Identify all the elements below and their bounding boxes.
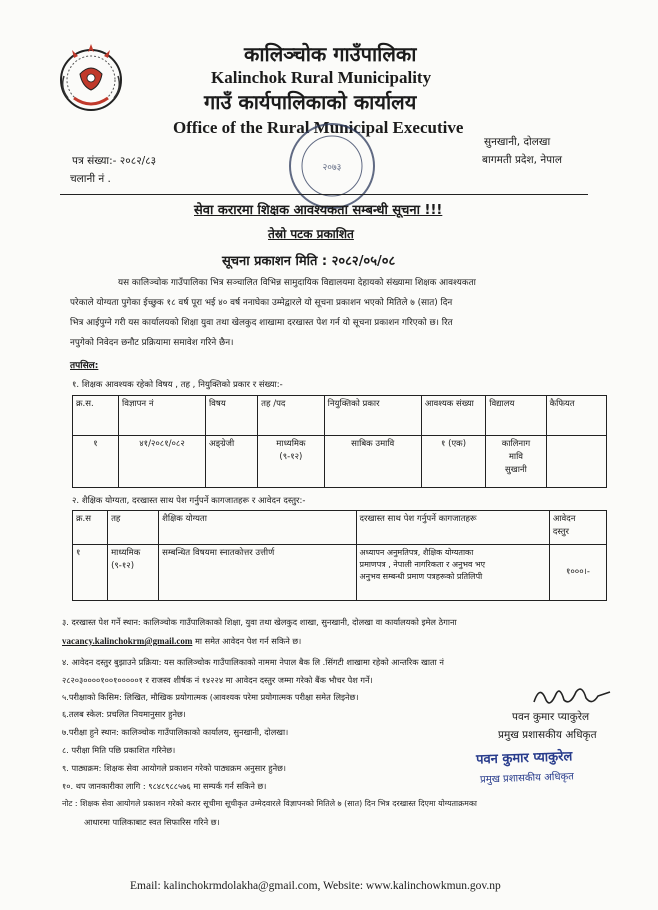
signatory-name: पवन कुमार प्याकुरेल [512,711,590,723]
header-appointment-type: नियुक्तिको प्रकार [324,396,421,436]
cell-documents [356,545,549,601]
note-4-line-1: ४. आवेदन दस्तुर बुझाउने प्रक्रिया: यस कालिञ्चोक गाउँपालिकाको नाममा नेपाल बैक लि .सिंगटी शाखामा रहेको आन्तरिक खाता नं [62,657,444,667]
cell-sn: १ [73,436,119,488]
header-subject: विषय [205,396,257,436]
note-10: १०. थप जानकारीका लागि : ९८४८९८८५७६ मा सम्पर्क गर्न सकिने छ। [62,781,267,791]
header-sn: क्र.स [73,511,108,545]
cell-school [486,436,546,488]
table-header-row [73,396,607,436]
cell-school-c: सुखानी [505,464,527,475]
letter-number: पत्र संख्या:- २०८२/८३ [72,155,157,167]
cell-qualification: सम्बन्धित विषयमा स्नातकोत्तर उत्तीर्ण [159,545,356,601]
body-line-3: भित्र आईपुग्ने गरी यस कार्यालयको शिक्षा युवा तथा खेलकुद शाखामा दरखास्त पेश गर्न यो सूचना प्रकाशन गरिएको छ। रित [70,318,453,328]
note-3-line-1: ३. दरखास्त पेश गर्ने स्थान: कालिञ्चोक गाउँपालिकाको शिक्षा, युवा तथा खेलकुद शाखा, सुनखानी, दोलखा वा कार्यालयको इमेल ठेगाना [62,617,457,627]
footer-contact: Email: kalinchokrmdolakha@gmail.com, Website: www.kalinchowkmun.gov.np [130,880,501,892]
cell-remarks [546,436,606,488]
cell-school-b: मावि [508,451,524,462]
address-line-2: बागमती प्रदेश, नेपाल [482,154,562,166]
cell-level-b: (९-१२) [279,451,303,462]
office-seal-stamp [286,120,378,212]
address-line-1: सुनखानी, दोलखा [484,136,551,148]
nepal-emblem-icon [50,36,132,118]
note-3-line-2 [62,636,301,647]
notice-title: सेवा करारमा शिक्षक आवश्यकता सम्बन्धी सूचना !!! [194,203,443,218]
header-qualification: शैक्षिक योग्यता [159,511,356,545]
signature-stamp-name: पवन कुमार प्याकुरेल [475,749,573,768]
header-remarks: कैफियत [546,396,606,436]
application-email-link[interactable]: vacancy.kalinchokrm@gmail.com [62,636,193,646]
header-divider [60,194,588,195]
cell-count: १ (एक) [421,436,485,488]
municipality-name-np: कालिञ्चोक गाउँपालिका [244,42,417,66]
details-label: तपसिल: [70,361,99,371]
office-name-en: Office of the Rural Municipal Executive [173,118,464,137]
header-fee [549,511,606,545]
signature-stamp-title: प्रमुख प्रशासकीय अधिकृत [479,771,575,786]
cell-fee: १०००।- [549,545,606,601]
note-6: ६.तलब स्केल: प्रचलित नियमानुसार हुनेछ। [62,709,186,719]
qualification-table [72,510,607,601]
note-5: ५.परीक्षाको किसिम: लिखित, मौखिक प्रयोगात्मक (आवश्यक परेमा प्रयोगात्मक परीक्षा समेत लिइनेछ। [62,692,359,702]
note-7: ७.परीक्षा हुने स्थान: कालिञ्चोक गाउँपालिकाको कार्यालय, सुनखानी, दोलखा। [62,727,289,737]
cell-level-b: (९-१२) [111,560,135,571]
cell-level-a: माध्यमिक [111,548,141,558]
table-row [73,436,607,488]
dispatch-number: चलानी नं . [70,173,111,185]
cell-level [258,436,324,488]
note-9: ९. पाठ्यक्रम: शिक्षक सेवा आयोगले प्रकाशन गरेको पाठ्यक्रम अनुसार हुनेछ। [62,763,286,773]
cell-level [108,545,159,601]
section1-title: १. शिक्षक आवश्यक रहेको विषय , तह , नियुक्तिको प्रकार र संख्या:- [72,380,283,390]
cell-documents-line-3: अनुभव सम्बन्धी प्रमाण पत्रहरूको प्रतिलिपी [359,572,483,581]
header-fee-line-1: आवेदन [552,514,576,524]
header-count: आवश्यक संख्या [421,396,485,436]
note-final-line-1: नोट : शिक्षक सेवा आयोगले प्रकाशन गरेको करार सूचीमा सूचीकृत उम्मेदवारले विज्ञापनको मितिले ७ (सात) दिन भित्र दरखास्त दिएमा योग्यताक्रमका [62,799,477,808]
cell-level-a: माध्यमिक [276,439,306,449]
header-documents: दरखास्त साथ पेश गर्नुपर्ने कागजातहरू [356,511,549,545]
note-8: ८. परीक्षा मिति पछि प्रकाशित गरिनेछ। [62,745,176,755]
header-ad-no: विज्ञापन नं [119,396,206,436]
header-level: तह [108,511,159,545]
signatory-title: प्रमुख प्रशासकीय अधिकृत [498,729,597,741]
note-3-line-2-rest: मा समेत आवेदन पेश गर्न सकिने छ। [192,636,302,646]
signature-icon [528,680,620,712]
header-level: तह /पद [258,396,324,436]
note-4-line-2: २८२०३००००१००१०००००१ र राजस्व शीर्षक नं १४२२४ मा आवेदन दस्तुर जम्मा गरेको बैंक भौचर पेश गर्ने। [62,675,373,685]
body-line-2: परेकाले योग्यता पुगेका ईच्छुक १८ वर्ष पूरा भई ४० वर्ष ननाघेका उम्मेद्वारले यो सूचना प्रकाशन भएको मितिले ७ (सात) दिन [70,298,453,308]
notice-edition: तेस्रो पटक प्रकाशित [268,227,354,241]
body-line-4: नपुगेको निवेदन छनौट प्रक्रियामा समावेश गरिने छैन। [70,338,234,348]
table-row [73,545,607,601]
header-school: विद्यालय [486,396,546,436]
cell-appointment-type: साबिक उमावि [324,436,421,488]
note-final-line-2: आधारमा पालिकाबाट स्वत सिफारिस गरिने छ। [84,817,220,827]
table-header-row [73,511,607,545]
publish-date: सूचना प्रकाशन मिति : २०८२/०५/०८ [222,254,396,269]
cell-sn: १ [73,545,108,601]
header-fee-line-2: दस्तुर [552,526,570,537]
office-name-np: गाउँ कार्यपालिकाको कार्यालय [204,90,417,114]
cell-documents-line-1: अध्यापन अनुमतिपत्र, शैक्षिक योग्यताका [359,548,474,557]
municipality-name-en: Kalinchok Rural Municipality [211,68,432,87]
svg-text:२०७३: २०७३ [322,163,342,173]
body-line-1: यस कालिञ्चोक गाउँपालिका भित्र सञ्चालित विभिन्न सामुदायिक विद्यालयमा देहायको संख्यामा शिक्षक आवश्यकता [118,278,476,288]
vacancy-table [72,395,607,488]
section2-title: २. शैक्षिक योग्यता, दरखास्त साथ पेश गर्नुपर्ने कागजातहरू र आवेदन दस्तुर:- [72,496,306,506]
cell-subject: अङ्ग्रेजी [205,436,257,488]
header-sn: क्र.स. [73,396,119,436]
cell-documents-line-2: प्रमाणपत्र , नेपाली नागरिकता र अनुभव भए [359,560,486,569]
cell-school-a: कालिनाग [501,439,531,449]
cell-ad-no: ४१/२०८१/०८२ [119,436,206,488]
